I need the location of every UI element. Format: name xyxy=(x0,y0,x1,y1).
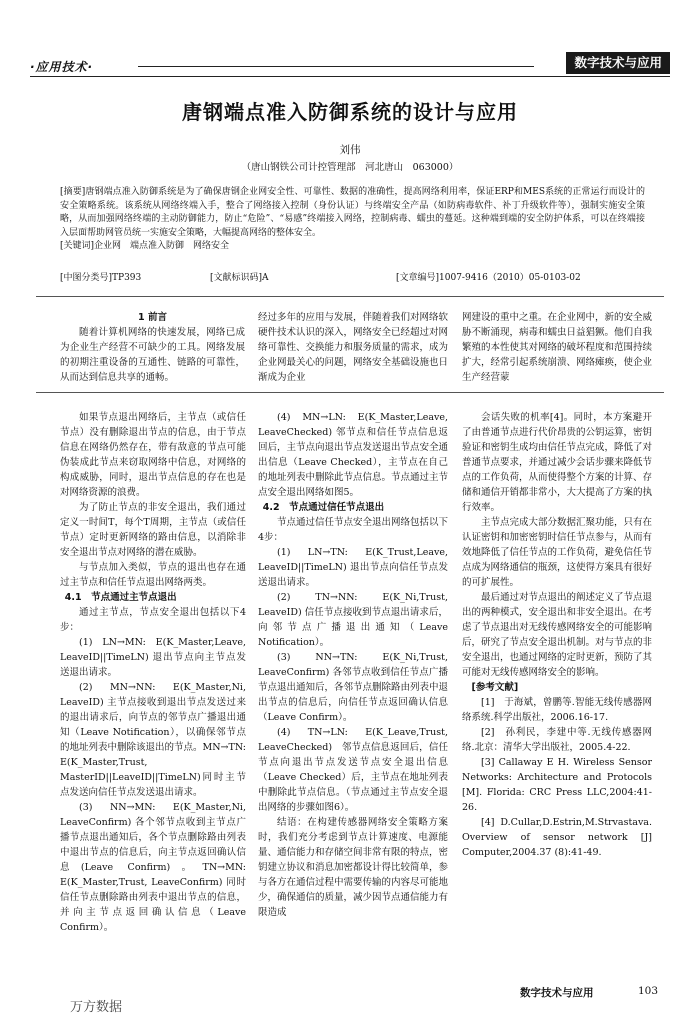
article-title: 唐钢端点准入防御系统的设计与应用 xyxy=(182,100,518,124)
keywords: [关键词]企业网 端点准入防御 网络安全 xyxy=(60,241,230,251)
header-rule xyxy=(138,66,534,67)
paragraph: 主节点完成大部分数据汇聚功能，只有在认证密钥和加密密钥时信任节点参与，从而有效地降低了信任节点的工作负荷，避免信任节点成为网络通信的瓶颈，这使得方案具有很好的可扩展性。 xyxy=(462,517,652,588)
conclusion: 结语：在构建传感器网络安全策略方案时，我们充分考虑到节点计算速度、电源能量、通信能力和存储空间非常有限的特点，密钥建立协议和消息加密都设计得比较简单，参与各方在通信过程中需要传输的内容尽可能地少，确保通信的质量，减少因节点通信能力有限造成 xyxy=(258,817,448,918)
paragraph: 节点通过信任节点安全退出网络包括以下4步： xyxy=(258,517,448,543)
intro-heading: 1 前言 xyxy=(138,312,167,323)
step-3: (3) NN→TN: E(K_Ni,Trust, LeaveConfirm) 各邻节点收到信任节点广播节点退出通知后，各邻节点删除路由列表中退出节点的信息后，向信任节点返回确认信息（Leave Confirm）。 xyxy=(258,652,448,723)
journal-badge: 数字技术与应用 xyxy=(566,52,670,74)
paragraph: 如果节点退出网络后，主节点（或信任节点）没有删除退出节点的信息，由于节点信息在网络仍然存在，带有敌意的节点可能伪装成此节点来窃取网络中信息，对网络的构成威胁，同时，退出节点信息的存在也是对网络资源的浪费。 xyxy=(60,412,246,498)
step-2: (2) TN→NN: E(K_Ni,Trust, LeaveID) 信任节点接收到节点退出请求后，向邻节点广播退出通知（Leave Notification）。 xyxy=(258,592,448,648)
paragraph: 为了防止节点的非安全退出，我们通过定义一时间T，每个T周期，主节点（或信任节点）定时更新网络的路由信息，以消除非安全退出节点对网络的潜在威胁。 xyxy=(60,502,246,558)
reference-4: [4] D.Cullar,D.Estrin,M.Strvastava. Overview of sensor network [J] Computer,2004.37 (8):41-49. xyxy=(462,817,652,858)
affiliation: （唐山钢铁公司计控管理部 河北唐山 063000） xyxy=(241,162,459,173)
intro-col-1 xyxy=(60,310,245,390)
references-heading: [参考文献] xyxy=(471,682,519,693)
footer-journal: 数字技术与应用 xyxy=(520,987,594,999)
paragraph: 最后通过对节点退出的阐述定义了节点退出的两种模式，安全退出和非安全退出。在考虑了节点退出对无线传感网络安全的可能影响后，研究了节点安全退出机制。对与节点的非安全退出，也通过网络的定时更新，预防了其可能对无线传感网络安全的影响。 xyxy=(462,592,652,678)
step-4: (4) TN→LN: E(K_Leave,Trust, LeaveChecked) 邻节点信息返回后，信任节点向退出节点发送节点安全退出信息（Leave Checked）后，主节点在地址列表中删除此节点信息。（节点通过主节点安全退出网络的步骤如图6）。 xyxy=(258,727,448,813)
document-code: [文献标识码]A xyxy=(210,273,269,283)
header-rule-lower xyxy=(30,76,670,77)
section-label: ·应用技术· xyxy=(30,60,94,74)
step-1: (1) LN→TN: E(K_Trust,Leave, LeaveID||TimeLN) 退出节点向信任节点发送退出请求。 xyxy=(258,547,448,588)
intro-text-3: 网建设的重中之重。在企业网中，新的安全威胁不断涌现，病毒和蠕虫日益猖獗。他们自我繁殖的本性使其对网络的破坏程度和范围持续扩大，经常引起系统崩溃、网络瘫痪，使企业生产经营蒙 xyxy=(462,312,652,383)
subheading-4-2: 4.2 节点通过信任节点退出 xyxy=(262,502,385,513)
body-col-a xyxy=(60,410,246,970)
step-3: (3) NN→MN: E(K_Master,Ni, LeaveConfirm) 各个邻节点收到主节点广播节点退出通知后，各个节点删除路由列表中退出节点的信息后，向主节点返回确认信息(Leave Confirm)。TN→MN: E(K_Master,Trust, LeaveConfirm) 同时信任节点删除路由列表中退出节点的信息，并向主节点返回确认信息（Leave Confirm）。 xyxy=(60,802,246,933)
divider-lower xyxy=(36,392,664,393)
reference-3: [3] Callaway E H. Wireless Sensor Networks: Architecture and Protocols [M]. Florida: CRC Press LLC,2004:41-26. xyxy=(462,757,652,813)
clc-number: [中图分类号]TP393 xyxy=(60,273,142,283)
paragraph: 通过主节点，节点安全退出包括以下4步： xyxy=(60,607,246,633)
running-header xyxy=(30,52,670,78)
step-1: (1) LN→MN: E(K_Master,Leave, LeaveID||TimeLN) 退出节点向主节点发送退出请求。 xyxy=(60,637,246,678)
step-2: (2) MN→NN: E(K_Master,Ni, LeaveID) 主节点接收到退出节点发送过来的退出请求后，向节点的邻节点广播退出通知（Leave Notification），以确保邻节点的地址列表中删除该退出的节点。MN→TN: E(K_Master,Trust, MasterID||LeaveID||TimeLN)同时主节点发送向信任节点发送退出请求。 xyxy=(60,682,246,798)
divider xyxy=(36,296,664,297)
watermark: 万方数据 xyxy=(70,1000,123,1015)
abstract-block xyxy=(60,186,645,254)
intro-col-2 xyxy=(258,310,448,390)
reference-1: [1] 于海斌，曾鹏等.智能无线传感器网络系统.科学出版社，2006.16-17. xyxy=(462,697,652,723)
reference-2: [2] 孙利民，李建中等.无线传感器网络.北京：清华大学出版社，2005.4-22. xyxy=(462,727,652,753)
intro-text-2: 经过多年的应用与发展，伴随着我们对网络软硬件技术认识的深入，网络安全已经超过对网络可靠性、交换能力和服务质量的需求，成为企业网最关心的问题，网络安全基础设施也日渐成为企业 xyxy=(258,312,448,383)
page-number: 103 xyxy=(638,985,659,997)
classification-row xyxy=(60,270,645,284)
article-number: [文章编号]1007-9416（2010）05-0103-02 xyxy=(396,273,581,283)
paragraph: 与节点加入类似，节点的退出也存在通过主节点和信任节点退出网络两类。 xyxy=(60,562,246,588)
intro-col-3 xyxy=(462,310,652,390)
paragraph: 会话失败的机率[4]。同时，本方案避开了由普通节点进行代价昂贵的公钥运算，密钥验证和密钥生成均由信任节点完成，降低了对普通节点要求，并通过减少会话步骤来降低节点的工作负荷，从而使得整个方案的计算、存储和通信开销都非常小，大大提高了方案的执行效率。 xyxy=(462,412,652,513)
author: 刘伟 xyxy=(339,144,361,156)
abstract: [摘要]唐钢端点准入防御系统是为了确保唐钢企业网安全性、可靠性、数据的准确性，提高网络利用率，保证ERP和MES系统的正常运行而设计的安全策略系统。该系统从网络终端入手，整合了网络接入控制（身份认证）与终端安全产品（如防病毒软件、补丁升级软件等），强制实施安全策略，从而加强网络终端的主动防御能力，防止“危险”、“易感”终端接入网络，控制病毒、蠕虫的蔓延。这种端到端的安全防护体系，可以在终端接入层面帮助网管员统一实施安全策略，大幅提高网络的整体安全。 xyxy=(60,187,645,238)
subheading-4-1: 4.1 节点通过主节点退出 xyxy=(64,592,177,603)
step-4: (4) MN→LN: E(K_Master,Leave, LeaveChecked) 邻节点和信任节点信息返回后，主节点向退出节点发送退出节点安全通出信息（Leave Checked），主节点在自己的地址列表中删除此节点信息。节点通过主节点安全退出网络如图5。 xyxy=(258,412,448,498)
intro-text-1: 随着计算机网络的快速发展，网络已成为企业生产经营不可缺少的工具。网络发展的初期注重设备的互通性、链路的可靠性，从而达到信息共享的通畅。 xyxy=(60,327,245,383)
body-col-b xyxy=(258,410,448,970)
body-col-c xyxy=(462,410,652,970)
